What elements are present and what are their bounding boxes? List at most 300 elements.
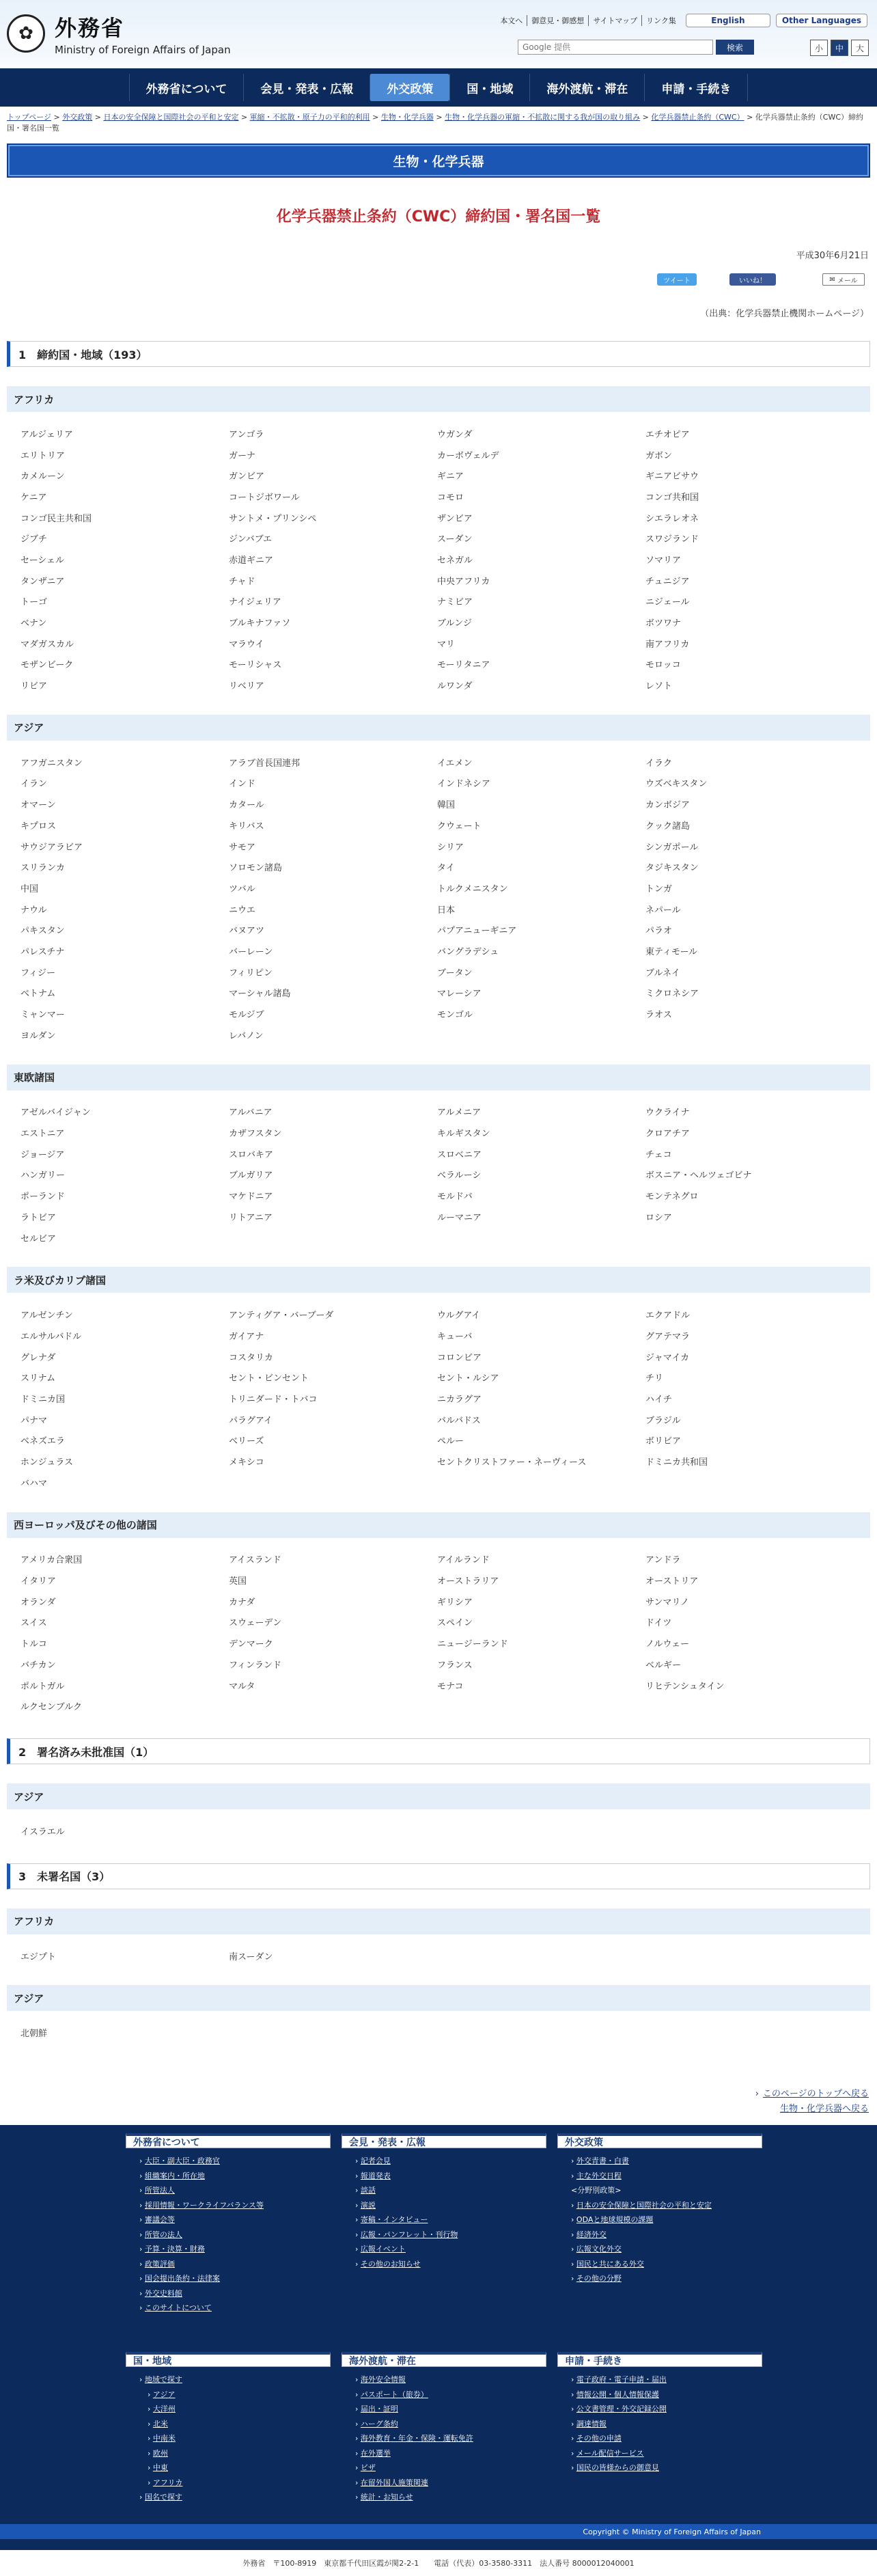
footer-link[interactable]: 報道発表 xyxy=(360,2171,391,2180)
util-link-sitemap[interactable]: サイトマップ xyxy=(589,15,642,26)
footer-list-item: › 中東 xyxy=(148,2463,168,2473)
footer-link[interactable]: 日本の安全保障と国際社会の平和と安定 xyxy=(576,2200,712,2210)
search-button[interactable]: 検索 xyxy=(716,40,754,55)
country-name: ルクセンブルク xyxy=(20,1702,82,1713)
country-name: カーボヴェルデ xyxy=(437,450,499,461)
country-name: ハンガリー xyxy=(20,1170,66,1181)
country-name: ニジェール xyxy=(645,597,690,608)
country-name: コンゴ共和国 xyxy=(645,492,699,503)
country-name: チェコ xyxy=(645,1149,672,1160)
country-grid xyxy=(7,1820,870,1841)
footer-list-item: › 外交青書・白書 xyxy=(571,2156,629,2166)
footer-column xyxy=(557,2133,762,2292)
footer-list-item: › 国会提出条約・法律案 xyxy=(139,2274,220,2284)
footer-list-item: › 所管の法人 xyxy=(139,2230,182,2239)
country-name: ジャマイカ xyxy=(645,1352,690,1363)
footer-link[interactable]: 在留外国人施策関連 xyxy=(360,2478,428,2487)
country-name: ブラジル xyxy=(645,1415,681,1426)
footer-link[interactable]: 談話 xyxy=(360,2186,376,2195)
country-name: トリニダード・トバコ xyxy=(229,1394,318,1405)
footer-column xyxy=(126,2352,331,2510)
breadcrumb-link[interactable]: 生物・化学兵器 xyxy=(380,113,434,122)
country-name: ウクライナ xyxy=(645,1108,690,1119)
country-name: スロバキア xyxy=(229,1149,274,1160)
footer-link[interactable]: 記者会見 xyxy=(360,2156,391,2166)
country-name: ペルー xyxy=(437,1436,464,1447)
country-name: スーダン xyxy=(437,534,473,545)
footer-link[interactable]: 公文書管理・外交記録公開 xyxy=(576,2404,667,2414)
footer-list-item: › 採用情報・ワークライフバランス等 xyxy=(139,2200,264,2210)
country-name: キプロス xyxy=(20,821,57,832)
country-name: コロンビア xyxy=(437,1352,482,1363)
font-size-switcher xyxy=(807,40,869,56)
footer-list-item: › 外交史料館 xyxy=(139,2288,182,2298)
country-name: コスタリカ xyxy=(229,1352,273,1363)
country-name: 北朝鮮 xyxy=(20,2029,48,2040)
country-name: インド xyxy=(229,779,256,790)
breadcrumb-link[interactable]: 外交政策 xyxy=(62,113,93,122)
nav-travel[interactable]: 海外渡航・滞在 xyxy=(529,74,644,101)
footer-column xyxy=(557,2352,762,2481)
back-to-top-link[interactable]: このページのトップへ戻る xyxy=(762,2089,869,2100)
footer-list-item: › 地域で探す xyxy=(139,2375,182,2385)
country-name: ネパール xyxy=(645,905,681,916)
country-name: トーゴ xyxy=(20,597,48,608)
nav-about[interactable]: 外務省について xyxy=(129,74,244,101)
site-footer xyxy=(0,2125,877,2550)
country-name: ウガンダ xyxy=(437,429,473,440)
section-heading: 2 署名済み未批准国（1） xyxy=(7,1738,870,1764)
country-name: ボリビア xyxy=(645,1436,682,1447)
footer-link[interactable]: 予算・決算・財務 xyxy=(144,2245,205,2254)
breadcrumb-link[interactable]: 日本の安全保障と国際社会の平和と安定 xyxy=(103,113,239,122)
region-heading: アジア xyxy=(7,715,870,741)
country-lists xyxy=(0,341,877,2043)
footer-list-item: › アジア xyxy=(148,2389,176,2399)
country-name: レバノン xyxy=(229,1030,264,1041)
country-grid xyxy=(7,1101,870,1248)
country-name: ラオス xyxy=(645,1010,672,1021)
footer-list-item: › 主な外交日程 xyxy=(571,2171,622,2180)
region-heading: アフリカ xyxy=(7,1908,870,1934)
country-name: ザンビア xyxy=(437,513,473,524)
country-name: バングラデシュ xyxy=(437,946,499,957)
country-name: ニカラグア xyxy=(437,1394,482,1405)
country-name: パナマ xyxy=(20,1415,48,1426)
country-name: ガーナ xyxy=(229,450,256,461)
footer-list-item xyxy=(571,2183,762,2198)
footer-link[interactable]: このサイトについて xyxy=(144,2303,212,2313)
country-grid xyxy=(7,2022,870,2043)
country-name: バハマ xyxy=(20,1478,48,1489)
country-name: サウジアラビア xyxy=(20,842,83,853)
country-name: ガボン xyxy=(645,450,673,461)
country-name: 東ティモール xyxy=(645,946,698,957)
footer-link[interactable]: ハーグ条約 xyxy=(360,2419,398,2428)
country-name: エクアドル xyxy=(645,1311,691,1321)
country-name: イタリア xyxy=(20,1576,57,1587)
country-name: ブルキナファソ xyxy=(229,618,291,629)
country-name: パプアニューギニア xyxy=(437,926,517,937)
share-buttons xyxy=(0,273,877,286)
country-name: フランス xyxy=(437,1660,473,1671)
country-name: キルギスタン xyxy=(437,1129,490,1140)
page-return-links xyxy=(0,2087,877,2117)
breadcrumb-link[interactable]: 軍縮・不拡散・原子力の平和的利用 xyxy=(249,113,370,122)
country-name: タジキスタン xyxy=(645,863,699,874)
country-name: シリア xyxy=(437,842,464,853)
footer-link[interactable]: 情報公開・個人情報保護 xyxy=(576,2389,659,2399)
font-large-button[interactable]: 大 xyxy=(851,40,869,56)
mail-icon: ✉ xyxy=(829,275,837,284)
country-name: アンゴラ xyxy=(229,429,264,440)
country-name: アゼルバイジャン xyxy=(20,1108,91,1119)
country-name: イラク xyxy=(645,758,673,769)
country-name: リヒテンシュタイン xyxy=(645,1681,725,1692)
footer-column xyxy=(342,2352,546,2510)
country-name: 韓国 xyxy=(437,800,456,811)
country-name: パラオ xyxy=(645,926,673,937)
site-search xyxy=(518,40,754,55)
country-name: チリ xyxy=(645,1373,664,1384)
country-name: メキシコ xyxy=(229,1457,264,1468)
footer-list-item: › 寄稿・インタビュー xyxy=(355,2215,428,2225)
country-name: ミャンマー xyxy=(20,1010,65,1021)
footer-list-item: › 公文書管理・外交記録公開 xyxy=(571,2404,667,2414)
country-name: アラブ首長国連邦 xyxy=(229,758,301,769)
footer-list-item: › 中南米 xyxy=(148,2434,176,2443)
country-name: ベラルーシ xyxy=(437,1170,482,1181)
footer-link[interactable]: その他の分野 xyxy=(576,2274,622,2284)
footer-list-item: › 在留外国人施策関連 xyxy=(355,2478,428,2487)
logo-japanese: 外務省 xyxy=(55,15,125,41)
footer-link[interactable]: 国名で探す xyxy=(144,2493,182,2502)
country-name: キューバ xyxy=(437,1331,473,1342)
country-name: ソロモン諸島 xyxy=(229,863,283,874)
footer-link[interactable]: 調達情報 xyxy=(576,2419,607,2428)
country-name: キリバス xyxy=(229,821,264,832)
country-name: グレナダ xyxy=(20,1352,56,1363)
footer-link[interactable]: 国民の皆様からの御意見 xyxy=(576,2463,659,2473)
country-name: セーシェル xyxy=(20,555,64,566)
country-name: コンゴ民主共和国 xyxy=(20,513,92,524)
footer-link[interactable]: ODAと地球規模の課題 xyxy=(576,2215,654,2225)
country-name: モザンビーク xyxy=(20,660,74,671)
country-name: ソマリア xyxy=(645,555,682,566)
site-logo[interactable] xyxy=(7,11,231,56)
region-heading: アフリカ xyxy=(7,386,870,412)
country-name: ベナン xyxy=(20,618,47,629)
footer-link[interactable]: 主な外交日程 xyxy=(576,2171,622,2180)
facebook-like-button[interactable]: いいね！ xyxy=(729,273,776,286)
font-small-button[interactable]: 小 xyxy=(810,40,828,56)
footer-list-item: › 日本の安全保障と国際社会の平和と安定 xyxy=(571,2200,712,2210)
country-name: クロアチア xyxy=(645,1129,691,1140)
breadcrumb: トップページ > 外交政策 > 日本の安全保障と国際社会の平和と安定 > 軍縮・不拡散・原子力の平和的利用 > 生物・化学兵器 > 生物・化学兵器の軍縮・不拡散に関する我が国の取り組み > 化学兵器禁止条約（CWC） > 化学兵器禁止条約（CWC）締約国・署名国一覧 xyxy=(7,113,864,133)
util-link-links[interactable]: リンク集 xyxy=(646,16,676,25)
country-name: スリナム xyxy=(20,1373,56,1384)
country-name: モロッコ xyxy=(645,660,681,671)
country-name: エルサルバドル xyxy=(20,1331,82,1342)
footer-column-title[interactable]: 海外渡航・滞在 xyxy=(342,2352,546,2367)
util-link-main[interactable]: 本文へ xyxy=(496,15,527,26)
country-name: アンティグア・バーブーダ xyxy=(229,1311,334,1321)
region-heading: アジア xyxy=(7,1783,870,1809)
country-grid xyxy=(7,1304,870,1492)
footer-link[interactable]: 広報文化外交 xyxy=(576,2245,622,2254)
footer-link[interactable]: 統計・お知らせ xyxy=(360,2493,413,2502)
footer-link[interactable]: 広報・パンフレット・刊行物 xyxy=(360,2230,458,2239)
country-name: インドネシア xyxy=(437,779,490,790)
country-name: シンガポール xyxy=(645,842,699,853)
search-input[interactable] xyxy=(518,40,713,55)
footer-list-item: › 所管法人 xyxy=(139,2186,175,2195)
footer-list-item: › ビザ xyxy=(355,2463,376,2473)
footer-list-item: › 届出・証明 xyxy=(355,2404,398,2414)
country-name: ベリーズ xyxy=(229,1436,264,1447)
country-name: ニュージーランド xyxy=(437,1639,508,1650)
footer-link[interactable]: 寄稿・インタビュー xyxy=(360,2215,428,2225)
footer-list-item: › 広報文化外交 xyxy=(571,2245,622,2254)
country-name: チュニジア xyxy=(645,576,690,587)
country-name: ホンジュラス xyxy=(20,1457,74,1468)
footer-link[interactable]: 欧州 xyxy=(152,2448,168,2458)
country-name: ジョージア xyxy=(20,1149,65,1160)
breadcrumb-link[interactable]: 生物・化学兵器の軍縮・不拡散に関する我が国の取り組み xyxy=(445,113,641,122)
country-name: 南アフリカ xyxy=(645,639,690,650)
footer-link[interactable]: 電子政府・電子申請・届出 xyxy=(576,2375,667,2385)
footer-link[interactable]: 国会提出条約・法律案 xyxy=(144,2274,220,2284)
country-name: ベルギー xyxy=(645,1660,682,1671)
country-name: バーレーン xyxy=(229,946,273,957)
section-heading: 3 未署名国（3） xyxy=(7,1863,870,1889)
footer-link[interactable]: メール配信サービス xyxy=(576,2448,644,2458)
nav-policy[interactable]: 外交政策 xyxy=(370,74,449,101)
nav-press[interactable]: 会見・発表・広報 xyxy=(243,74,370,101)
country-name: ブルガリア xyxy=(229,1170,273,1181)
country-name: カンボジア xyxy=(645,800,691,811)
footer-link[interactable]: パスポート（旅券） xyxy=(360,2389,428,2399)
country-name: ナミビア xyxy=(437,597,473,608)
country-name: オーストラリア xyxy=(437,1576,499,1587)
country-name: モンゴル xyxy=(437,1010,473,1021)
country-name: コートジボワール xyxy=(229,492,300,503)
country-name: ドミニカ国 xyxy=(20,1394,66,1405)
country-name: タイ xyxy=(437,863,455,874)
publish-date: 平成30年6月21日 xyxy=(796,251,869,261)
country-name: トンガ xyxy=(645,883,673,894)
country-name: ツバル xyxy=(229,883,255,894)
country-name: コモロ xyxy=(437,492,464,503)
country-grid xyxy=(7,423,870,696)
footer-list-item: › 演説 xyxy=(355,2200,376,2210)
nav-region[interactable]: 国・地域 xyxy=(449,74,529,101)
country-name: ロシア xyxy=(645,1212,673,1223)
footer-link[interactable]: 在外選挙 xyxy=(360,2448,391,2458)
country-name: スロベニア xyxy=(437,1149,482,1160)
breadcrumb-current: 化学兵器禁止条約（CWC）締約国・署名国一覧 xyxy=(7,113,864,133)
back-to-section-link[interactable]: 生物・化学兵器へ戻る xyxy=(779,2104,869,2115)
footer-list-item: › 記者会見 xyxy=(355,2156,391,2166)
country-name: ボスニア・ヘルツェゴビナ xyxy=(645,1170,752,1181)
country-name: エリトリア xyxy=(20,450,66,461)
footer-column xyxy=(126,2133,331,2321)
region-heading: 東欧諸国 xyxy=(7,1065,870,1091)
country-name: ケニア xyxy=(20,492,47,503)
country-name: ベネズエラ xyxy=(20,1436,66,1447)
footer-link[interactable]: 広報イベント xyxy=(360,2245,406,2254)
country-name: カザフスタン xyxy=(229,1129,282,1140)
country-name: エジプト xyxy=(20,1951,57,1962)
logo-english: Ministry of Foreign Affairs of Japan xyxy=(55,44,231,56)
country-name: ガイアナ xyxy=(229,1331,264,1342)
country-name: レソト xyxy=(645,681,673,692)
country-name: モルジブ xyxy=(229,1010,264,1021)
country-name: ポーランド xyxy=(20,1192,66,1203)
country-name: ガンビア xyxy=(229,471,265,482)
country-name: パラグアイ xyxy=(229,1415,273,1426)
country-name: リビア xyxy=(20,681,48,692)
footer-list-item: › 政策評価 xyxy=(139,2259,175,2269)
footer-list-item: › 広報・パンフレット・刊行物 xyxy=(355,2230,458,2239)
region-heading: アジア xyxy=(7,1985,870,2011)
footer-link[interactable]: 演説 xyxy=(360,2200,376,2210)
footer-link[interactable]: アフリカ xyxy=(152,2478,183,2487)
country-name: タンザニア xyxy=(20,576,65,587)
footer-column-title[interactable]: 申請・手続き xyxy=(557,2352,762,2367)
country-name: ニウエ xyxy=(229,905,256,916)
english-button[interactable]: English xyxy=(686,14,770,27)
country-name: ジンバブエ xyxy=(229,534,273,545)
country-name: スリランカ xyxy=(20,863,66,874)
footer-link[interactable]: 国民と共にある外交 xyxy=(576,2259,644,2269)
footer-link[interactable]: 外交史料館 xyxy=(144,2288,182,2298)
country-name: ブータン xyxy=(437,968,473,978)
country-name: イエメン xyxy=(437,758,473,769)
country-name: アメリカ合衆国 xyxy=(20,1555,83,1566)
footer-column-title[interactable]: 国・地域 xyxy=(126,2352,331,2367)
footer-link[interactable]: 採用情報・ワークライフバランス等 xyxy=(144,2200,264,2210)
nav-application[interactable]: 申請・手続き xyxy=(644,74,748,101)
footer-link[interactable]: 所管法人 xyxy=(144,2186,175,2195)
country-name: セント・ビンセント xyxy=(229,1373,309,1384)
country-name: ボツワナ xyxy=(645,618,682,629)
country-name: ハイチ xyxy=(645,1394,673,1405)
region-heading: 西ヨーロッパ及びその他の諸国 xyxy=(7,1512,870,1538)
country-name: モルドバ xyxy=(437,1192,473,1203)
footer-link[interactable]: ビザ xyxy=(360,2463,376,2473)
footer-list-item: › 大洋州 xyxy=(148,2404,176,2414)
footer-list-item: › 統計・お知らせ xyxy=(355,2493,413,2502)
country-name: リトアニア xyxy=(229,1212,273,1223)
footer-list-item: › 海外安全情報 xyxy=(355,2375,406,2385)
footer-link[interactable]: 経済外交 xyxy=(576,2230,607,2239)
site-header xyxy=(0,0,877,68)
mail-button[interactable] xyxy=(822,273,865,286)
footer-link[interactable]: 所管の法人 xyxy=(144,2230,182,2239)
country-name: アルゼンチン xyxy=(20,1311,73,1321)
footer-link[interactable]: 審議会等 xyxy=(144,2215,175,2225)
footer-link[interactable]: 海外教育・年金・保険・運転免許 xyxy=(360,2434,473,2443)
copyright: Copyright © Ministry of Foreign Affairs of Japan xyxy=(0,2524,877,2539)
footer-list-item: › 情報公開・個人情報保護 xyxy=(571,2389,659,2399)
country-name: フィリピン xyxy=(229,968,273,978)
footer-link[interactable]: 外交青書・白書 xyxy=(576,2156,629,2166)
country-name: セント・ルシア xyxy=(437,1373,499,1384)
footer-list-item: › 談話 xyxy=(355,2186,376,2195)
country-name: スイス xyxy=(20,1618,47,1629)
country-name: オーストリア xyxy=(645,1576,699,1587)
country-name: バチカン xyxy=(20,1660,56,1671)
country-name: アルバニア xyxy=(229,1108,273,1119)
country-name: アンドラ xyxy=(645,1555,681,1566)
country-name: エチオピア xyxy=(645,429,690,440)
font-medium-button[interactable]: 中 xyxy=(831,40,848,56)
country-name: カナダ xyxy=(229,1597,255,1608)
country-grid xyxy=(7,1945,870,1967)
breadcrumb-link[interactable]: 化学兵器禁止条約（CWC） xyxy=(651,113,744,122)
country-name: ウズベキスタン xyxy=(645,779,708,790)
footer-list-item: › 在外選挙 xyxy=(355,2448,391,2458)
country-name: モンテネグロ xyxy=(645,1192,699,1203)
footer-link[interactable]: 中南米 xyxy=(152,2434,176,2443)
footer-list-item: › その他のお知らせ xyxy=(355,2259,421,2269)
country-name: パレスチナ xyxy=(20,946,65,957)
country-name: カメルーン xyxy=(20,471,65,482)
footer-column-title[interactable]: 会見・発表・広報 xyxy=(342,2133,546,2148)
footer-list-item: › 大臣・副大臣・政務官 xyxy=(139,2156,220,2166)
footer-link[interactable]: 政策評価 xyxy=(144,2259,175,2269)
footer-list-item: › ODAと地球規模の課題 xyxy=(571,2215,654,2225)
util-link-feedback[interactable]: 御意見・御感想 xyxy=(527,15,589,26)
other-languages-button[interactable]: Other Languages xyxy=(776,14,867,27)
footer-link[interactable]: 地域で探す xyxy=(144,2375,182,2385)
country-name: ギニアビサウ xyxy=(645,471,699,482)
country-name: アイスランド xyxy=(229,1555,281,1566)
country-name: セントクリストファー・ネーヴィース xyxy=(437,1457,587,1468)
country-name: マルタ xyxy=(229,1681,255,1692)
country-name: ミクロネシア xyxy=(645,989,699,1000)
footer-link[interactable]: その他の申請 xyxy=(576,2434,622,2443)
mofa-seal-icon: ✿ xyxy=(7,14,45,53)
country-name: ジブチ xyxy=(20,534,48,545)
country-name: マラウイ xyxy=(229,639,264,650)
country-name: ラトビア xyxy=(20,1212,57,1223)
footer-list-item: › このサイトについて xyxy=(139,2303,212,2313)
country-name: 中国 xyxy=(20,883,39,894)
footer-link[interactable]: 海外安全情報 xyxy=(360,2375,406,2385)
footer-list-item: › アフリカ xyxy=(148,2478,183,2487)
footer-column-title[interactable]: 外務省について xyxy=(126,2133,331,2148)
footer-link[interactable]: その他のお知らせ xyxy=(360,2259,421,2269)
footer-link[interactable]: 大臣・副大臣・政務官 xyxy=(144,2156,220,2166)
footer-link[interactable]: 組織案内・所在地 xyxy=(144,2171,205,2180)
footer-link[interactable]: 大洋州 xyxy=(152,2404,176,2414)
footer-list-item: › 調達情報 xyxy=(571,2419,607,2428)
footer-column-title[interactable]: 外交政策 xyxy=(557,2133,762,2148)
breadcrumb-link[interactable]: トップページ xyxy=(7,113,52,122)
footer-list-item: › 審議会等 xyxy=(139,2215,175,2225)
country-name: チャド xyxy=(229,576,255,587)
footer-link[interactable]: 届出・証明 xyxy=(360,2404,398,2414)
footer-link[interactable]: 中東 xyxy=(152,2463,168,2473)
footer-list-item: › 欧州 xyxy=(148,2448,168,2458)
country-name: フィンランド xyxy=(229,1660,281,1671)
country-name: 赤道ギニア xyxy=(229,555,274,566)
footer-link[interactable]: アジア xyxy=(152,2389,176,2399)
tweet-button[interactable]: ツイート xyxy=(657,273,697,286)
footer-link[interactable]: 北米 xyxy=(152,2419,168,2428)
